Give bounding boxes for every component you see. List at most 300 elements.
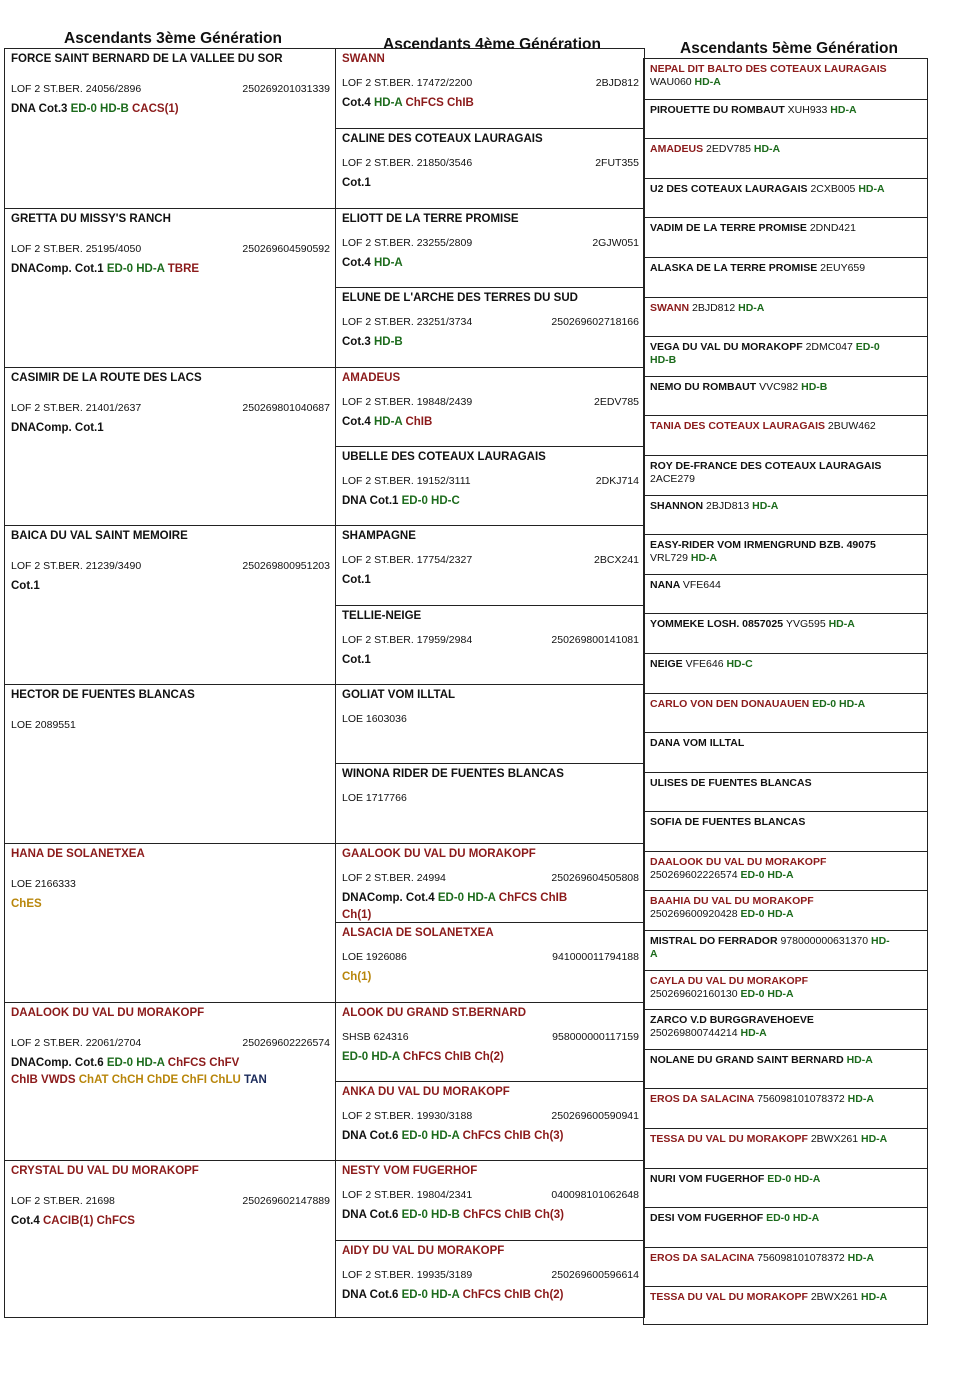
title-segment: ChFCS ChIB: [405, 97, 474, 109]
gen5-segment: U2 DES COTEAUX LAURAGAIS: [650, 182, 811, 195]
registration-number: LOE 1926086: [342, 951, 407, 964]
gen5-text: [650, 1212, 897, 1225]
dog-name: SWANN: [342, 53, 385, 65]
dog-name: HANA DE SOLANETXEA: [11, 847, 145, 860]
registration-number: LOF 2 ST.BER. 19930/3188: [342, 1109, 473, 1122]
gen5-text: [650, 816, 897, 829]
registration-number: LOF 2 ST.BER. 23255/2809: [342, 236, 473, 249]
registration-number: LOF 2 ST.BER. 21401/2637: [11, 401, 142, 414]
dog-name: CALINE DES COTEAUX LAURAGAIS: [342, 133, 543, 146]
gen5-segment: 2EDV785: [706, 143, 754, 156]
gen5-entry: [644, 415, 927, 455]
gen5-segment: NOLANE DU GRAND SAINT BERNARD: [650, 1053, 847, 1066]
title-segment: ED-0 HD-A: [106, 1056, 168, 1069]
gen5-segment: ED-0 HD-A: [740, 908, 794, 921]
gen5-entry: [644, 1049, 927, 1089]
gen5-segment: ED-0 HD-A: [740, 987, 794, 1000]
gen5-entry: [644, 1286, 927, 1326]
gen5-text: [650, 1173, 897, 1186]
registration-number: LOE 2166333: [11, 877, 76, 890]
gen5-entry: [644, 217, 927, 257]
title-segment: TAN: [243, 1073, 267, 1086]
registration-number: LOF 2 ST.BER. 25195/4050: [11, 242, 142, 255]
gen4-entry: [336, 1081, 644, 1160]
gen5-segment: AMADEUS: [650, 143, 707, 156]
gen3-entry: [5, 367, 335, 526]
registration-number: LOF 2 ST.BER. 17959/2984: [342, 633, 473, 646]
title-segment: DNA Cot.3: [11, 103, 71, 115]
titles-line: [342, 95, 474, 112]
registration-number: LOF 2 ST.BER. 24056/2896: [11, 83, 142, 95]
titles-line: [342, 907, 371, 922]
gen5-segment: HD-A: [828, 618, 855, 631]
titles-line: [342, 1049, 504, 1066]
gen5-segment: 2BUW462: [827, 420, 876, 433]
gen5-segment: 2BWX261: [810, 1291, 862, 1304]
gen5-segment: HD-A: [847, 1251, 874, 1264]
gen5-text: [650, 381, 897, 394]
title-segment: ChIB VWDS: [11, 1073, 79, 1086]
title-segment: Cot.3: [342, 336, 374, 349]
title-segment: DNA Cot.1: [342, 494, 402, 507]
dog-name: CRYSTAL DU VAL DU MORAKOPF: [11, 1165, 199, 1178]
gen5-segment: MISTRAL DO FERRADOR: [650, 935, 781, 948]
gen5-segment: NANA: [650, 578, 683, 591]
gen5-segment: ZARCO V.D BURGGRAVEHOEVE: [650, 1014, 814, 1027]
chip-number: 250269600596614: [551, 1268, 639, 1281]
title-segment: DNA Cot.6: [342, 1288, 402, 1301]
gen5-text: [650, 104, 897, 117]
gen3-entry: [5, 1160, 335, 1319]
gen5-segment: HD-A: [858, 182, 885, 195]
gen3-entry: [5, 525, 335, 684]
title-segment: ChFCS ChFV: [167, 1056, 240, 1069]
gen4-entry: [336, 763, 644, 842]
title-segment: Cot.4: [11, 1215, 43, 1228]
gen4-entry: [336, 208, 644, 287]
gen5-text: [650, 777, 897, 790]
chip-number: 250269604505808: [551, 871, 639, 884]
gen5-segment: 756098101078372: [757, 1093, 848, 1106]
gen5-text: [650, 1252, 897, 1265]
titles-line: [11, 578, 40, 595]
gen5-segment: 250269602160130: [650, 987, 741, 1000]
gen5-entry: [644, 930, 927, 970]
gen5-entry: [644, 455, 927, 495]
gen5-segment: 250269800744214: [650, 1027, 741, 1040]
titles-line: [342, 334, 403, 351]
gen5-entry: [644, 376, 927, 416]
titles-line: [342, 493, 460, 510]
gen4-header: Ascendants 4ème Génération: [383, 36, 601, 53]
gen5-entry: [644, 1168, 927, 1208]
gen5-segment: BAAHIA DU VAL DU MORAKOPF: [650, 895, 814, 908]
gen5-text: [650, 698, 897, 711]
gen5-text: [650, 895, 897, 921]
dog-name: ANKA DU VAL DU MORAKOPF: [342, 1085, 510, 1098]
gen5-entry: [644, 534, 927, 574]
titles-line: [11, 1055, 239, 1072]
titles-line: [342, 890, 567, 907]
gen4-entry: [336, 922, 644, 1001]
gen5-segment: DANA VOM ILLTAL: [650, 737, 745, 750]
gen5-segment: PIROUETTE DU ROMBAUT: [650, 103, 788, 116]
titles-line: [11, 420, 104, 437]
gen5-segment: VFE644: [682, 578, 721, 591]
gen5-entry: [644, 297, 927, 337]
chip-number: 941000011794188: [552, 951, 639, 964]
registration-number: LOE 2089551: [11, 719, 76, 731]
gen5-text: [650, 460, 897, 486]
gen3-entry: [5, 49, 335, 208]
gen5-segment: HD-A: [830, 103, 857, 116]
gen5-segment: 756098101078372: [757, 1251, 848, 1264]
gen5-segment: EROS DA SALACINA: [650, 1251, 758, 1264]
title-segment: Cot.4: [342, 97, 374, 109]
gen5-entry: [644, 1088, 927, 1128]
gen3-entry: [5, 1002, 335, 1161]
gen3-entry: [5, 843, 335, 1002]
gen5-entry: [644, 257, 927, 297]
registration-number: LOF 2 ST.BER. 23251/3734: [342, 316, 473, 329]
gen5-segment: TESSA DU VAL DU MORAKOPF: [650, 1291, 811, 1304]
title-segment: ChFCS ChIB Ch(3): [462, 1129, 564, 1142]
gen5-segment: DAALOOK DU VAL DU MORAKOPF: [650, 855, 827, 868]
gen5-segment: DESI VOM FUGERHOF: [650, 1212, 767, 1225]
gen5-text: [650, 420, 897, 433]
registration-number: LOF 2 ST.BER. 24994: [342, 871, 446, 884]
gen5-text: [650, 500, 897, 513]
gen5-segment: VVC982: [759, 380, 802, 393]
dog-name: ELUNE DE L'ARCHE DES TERRES DU SUD: [342, 292, 578, 305]
title-segment: DNAComp. Cot.1: [11, 421, 104, 434]
gen5-segment: SHANNON: [650, 499, 707, 512]
titles-line: [11, 896, 42, 913]
gen5-text: [650, 63, 897, 89]
titles-line: [11, 101, 179, 118]
chip-number: 958000000117159: [552, 1030, 639, 1043]
gen4-entry: [336, 446, 644, 525]
title-segment: ChES: [11, 897, 42, 910]
gen5-segment: SOFIA DE FUENTES BLANCAS: [650, 816, 806, 829]
gen5-segment: XUH933: [787, 103, 831, 116]
title-segment: ED-0 HD-C: [401, 494, 460, 507]
gen5-entry: [644, 613, 927, 653]
dog-name: FORCE SAINT BERNARD DE LA VALLEE DU SOR: [11, 53, 283, 65]
chip-number: 250269800951203: [242, 560, 330, 573]
gen3-entry: [5, 684, 335, 843]
gen5-entry: [644, 732, 927, 772]
registration-number: LOE 1603036: [342, 713, 407, 725]
title-segment: Cot.1: [342, 653, 371, 666]
gen5-entry: [644, 772, 927, 812]
chip-number: 250269602147889: [242, 1195, 330, 1208]
registration-number: SHSB 624316: [342, 1030, 409, 1043]
gen5-segment: 978000000631370: [780, 935, 871, 948]
gen5-segment: SWANN: [650, 301, 692, 314]
gen5-segment: 2BWX261: [810, 1133, 862, 1146]
gen5-segment: 2BJD813: [706, 499, 753, 512]
gen5-segment: ED-0 HD-A: [812, 697, 866, 710]
gen5-segment: YOMMEKE LOSH. 0857025: [650, 618, 786, 631]
gen5-column: [643, 58, 928, 1325]
dog-name: HECTOR DE FUENTES BLANCAS: [11, 689, 195, 701]
gen3-entry: [5, 208, 335, 367]
gen5-segment: HD-A: [694, 76, 721, 88]
gen5-segment: HD-A: [861, 1291, 888, 1304]
gen5-text: [650, 935, 897, 961]
titles-line: [342, 1207, 564, 1224]
gen4-entry: [336, 287, 644, 366]
registration-number: LOF 2 ST.BER. 22061/2704: [11, 1036, 142, 1049]
gen5-segment: HD-C: [726, 657, 753, 670]
gen5-segment: HD-A: [861, 1133, 888, 1146]
gen4-entry: [336, 49, 644, 128]
title-segment: ChFCS ChIB Ch(3): [462, 1209, 564, 1222]
title-segment: DNAComp. Cot.1: [11, 262, 107, 275]
gen5-segment: 2DND421: [809, 222, 856, 235]
chip-number: 040098101062648: [551, 1189, 639, 1202]
gen5-text: [650, 618, 897, 631]
dog-name: GOLIAT VOM ILLTAL: [342, 689, 456, 701]
gen5-segment: ED-0 HD-A: [767, 1172, 821, 1185]
gen5-text: [650, 856, 897, 882]
gen5-entry: [644, 336, 927, 376]
title-segment: ED-0 HD-A: [401, 1288, 463, 1301]
title-segment: HD-A: [373, 256, 403, 269]
gen5-segment: EROS DA SALACINA: [650, 1093, 758, 1106]
registration-number: LOF 2 ST.BER. 19152/3111: [342, 474, 471, 487]
gen5-text: [650, 1133, 897, 1146]
gen5-segment: 2DMC047: [805, 341, 856, 354]
dog-name: TELLIE-NEIGE: [342, 609, 422, 622]
gen5-text: [650, 539, 897, 565]
gen5-segment: 2ACE279: [650, 472, 695, 485]
gen5-entry: [644, 811, 927, 851]
title-segment: Cot.4: [342, 256, 374, 269]
title-segment: ChIB: [405, 415, 433, 428]
gen5-text: [650, 341, 897, 367]
gen4-entry: [336, 128, 644, 207]
gen5-segment: ALASKA DE LA TERRE PROMISE: [650, 261, 821, 274]
gen5-segment: ED-0 HD-A: [766, 1212, 820, 1225]
title-segment: ED-0 HD-A: [342, 1050, 403, 1063]
chip-number: 250269602226574: [242, 1036, 330, 1049]
registration-number: LOF 2 ST.BER. 19935/3189: [342, 1268, 473, 1281]
gen5-segment: VRL729: [650, 552, 691, 565]
gen5-segment: ULISES DE FUENTES BLANCAS: [650, 776, 812, 789]
titles-line: [11, 1072, 267, 1089]
gen4-entry: [336, 843, 644, 922]
chip-number: 250269600590941: [551, 1109, 639, 1122]
dog-name: WINONA RIDER DE FUENTES BLANCAS: [342, 768, 564, 781]
gen5-segment: VADIM DE LA TERRE PROMISE: [650, 222, 810, 235]
gen5-entry: [644, 138, 927, 178]
gen5-segment: NEMO DU ROMBAUT: [650, 380, 760, 393]
title-segment: ChFCS ChIB: [498, 891, 568, 904]
title-segment: Cot.4: [342, 415, 374, 428]
gen4-entry: [336, 1240, 644, 1319]
title-segment: ED-0 HD-A: [106, 262, 168, 275]
title-segment: DNA Cot.6: [342, 1209, 402, 1222]
gen5-entry: [644, 1128, 927, 1168]
gen5-segment: HD-A: [847, 1093, 874, 1106]
gen5-segment: CARLO VON DEN DONAUAUEN: [650, 697, 813, 710]
chip-number: 250269602718166: [551, 316, 639, 329]
gen5-segment: ED-0 HD-B: [650, 341, 880, 367]
gen5-entry: [644, 970, 927, 1010]
title-segment: CACS(1): [131, 103, 179, 115]
gen3-column: [4, 48, 336, 1318]
gen5-text: [650, 1054, 897, 1067]
chip-number: 2DKJ714: [595, 474, 639, 487]
chip-number: 2FUT355: [595, 157, 639, 170]
gen5-segment: 250269600920428: [650, 908, 741, 921]
gen5-segment: TESSA DU VAL DU MORAKOPF: [650, 1133, 811, 1146]
gen5-entry: [644, 1009, 927, 1049]
title-segment: TBRE: [167, 262, 200, 275]
title-segment: ChFCS ChIB Ch(2): [462, 1288, 564, 1301]
dog-name: AIDY DU VAL DU MORAKOPF: [342, 1244, 505, 1257]
gen5-segment: 2EUY659: [820, 261, 866, 274]
titles-line: [11, 1213, 135, 1230]
title-segment: DNAComp. Cot.6: [11, 1056, 107, 1069]
title-segment: ED-0 HD-B: [70, 103, 132, 115]
registration-number: LOF 2 ST.BER. 19848/2439: [342, 395, 473, 408]
gen5-text: [650, 658, 897, 671]
gen5-text: [650, 579, 897, 592]
gen3-header: Ascendants 3ème Génération: [64, 30, 282, 47]
title-segment: HD-A: [373, 415, 406, 428]
registration-number: LOE 1717766: [342, 792, 407, 805]
gen5-text: [650, 1014, 897, 1040]
gen5-segment: HD-A: [753, 143, 781, 156]
gen5-text: [650, 1093, 897, 1106]
gen4-entry: [336, 1002, 644, 1081]
dog-name: ELIOTT DE LA TERRE PROMISE: [342, 212, 519, 225]
titles-line: [342, 1128, 564, 1145]
gen4-entry: [336, 1160, 644, 1239]
gen5-segment: HD-A: [740, 1027, 767, 1040]
gen5-segment: HD-A: [846, 1053, 873, 1066]
gen5-entry: [644, 574, 927, 614]
registration-number: LOF 2 ST.BER. 17754/2327: [342, 554, 473, 567]
titles-line: [342, 1287, 564, 1304]
gen4-column: [335, 48, 645, 1318]
gen5-segment: 250269602226574: [650, 868, 741, 881]
gen5-entry: [644, 495, 927, 535]
titles-line: [342, 175, 371, 192]
chip-number: 250269800141081: [551, 633, 639, 646]
registration-number: LOF 2 ST.BER. 21239/3490: [11, 560, 142, 573]
title-segment: ChFCS ChIB Ch(2): [402, 1050, 504, 1063]
gen5-text: [650, 302, 897, 315]
title-segment: HD-A: [373, 97, 406, 109]
gen5-segment: TANIA DES COTEAUX LAURAGAIS: [650, 420, 828, 433]
chip-number: 2GJW051: [592, 236, 639, 249]
dog-name: AMADEUS: [342, 371, 401, 384]
dog-name: NESTY VOM FUGERHOF: [342, 1165, 478, 1178]
gen5-segment: ED-0 HD-A: [740, 868, 794, 881]
title-segment: Cot.1: [11, 580, 40, 593]
title-segment: ED-0 HD-A: [437, 891, 499, 904]
gen5-segment: EASY-RIDER VOM IRMENGRUND BZB. 49075: [650, 539, 876, 552]
titles-line: [11, 261, 199, 278]
title-segment: HD-B: [373, 336, 403, 349]
gen5-entry: [644, 178, 927, 218]
gen5-header: Ascendants 5ème Génération: [680, 40, 898, 57]
title-segment: ChAT ChCH ChDE ChFI ChLU: [78, 1073, 244, 1086]
gen5-segment: NEPAL DIT BALTO DES COTEAUX LAURAGAIS: [650, 63, 887, 75]
gen5-text: [650, 737, 897, 750]
gen5-segment: NURI VOM FUGERHOF: [650, 1172, 768, 1185]
gen5-text: [650, 222, 897, 235]
gen5-segment: VFE646: [685, 657, 727, 670]
gen5-segment: VEGA DU VAL DU MORAKOPF: [650, 341, 806, 354]
gen5-entry: [644, 851, 927, 891]
gen5-segment: HD-A: [690, 552, 718, 565]
title-segment: Cot.1: [342, 574, 371, 587]
dog-name: BAICA DU VAL SAINT MEMOIRE: [11, 530, 188, 543]
gen5-segment: WAU060: [650, 76, 695, 88]
gen5-segment: 2BJD812: [692, 301, 739, 314]
gen4-entry: [336, 684, 644, 763]
gen5-segment: ROY DE-FRANCE DES COTEAUX LAURAGAIS: [650, 459, 882, 472]
dog-name: GAALOOK DU VAL DU MORAKOPF: [342, 847, 536, 860]
title-segment: ED-0 HD-B: [401, 1209, 463, 1222]
gen5-segment: HD-A: [738, 301, 765, 314]
gen4-entry: [336, 605, 644, 684]
chip-number: 250269201031339: [242, 83, 330, 95]
titles-line: [342, 255, 403, 272]
registration-number: LOF 2 ST.BER. 19804/2341: [342, 1189, 473, 1202]
gen5-text: [650, 143, 897, 156]
gen5-segment: NEIGE: [650, 657, 686, 670]
chip-number: 2EDV785: [594, 395, 639, 408]
gen5-entry: [644, 890, 927, 930]
chip-number: 2BCX241: [594, 554, 639, 567]
gen5-text: [650, 262, 897, 275]
gen5-text: [650, 1291, 897, 1304]
gen5-entry: [644, 1207, 927, 1247]
dog-name: UBELLE DES COTEAUX LAURAGAIS: [342, 450, 546, 463]
titles-line: [342, 969, 371, 986]
registration-number: LOF 2 ST.BER. 17472/2200: [342, 77, 473, 89]
gen5-entry: [644, 653, 927, 693]
title-segment: DNAComp. Cot.4: [342, 891, 438, 904]
dog-name: SHAMPAGNE: [342, 530, 416, 543]
chip-number: 250269801040687: [242, 401, 330, 414]
title-segment: Cot.1: [342, 177, 371, 190]
gen5-segment: 2CXB005: [810, 182, 859, 195]
titles-line: [342, 652, 371, 669]
gen5-entry: [644, 99, 927, 139]
title-segment: ED-0 HD-A: [401, 1129, 463, 1142]
gen5-entry: [644, 693, 927, 733]
gen5-entry: [644, 1247, 927, 1287]
gen4-entry: [336, 367, 644, 446]
title-segment: Ch(1): [342, 908, 372, 921]
gen5-text: [650, 183, 897, 196]
gen4-entry: [336, 525, 644, 604]
title-segment: CACIB(1) ChFCS: [42, 1215, 135, 1228]
gen5-segment: HD-A: [752, 499, 779, 512]
gen5-segment: CAYLA DU VAL DU MORAKOPF: [650, 974, 809, 987]
registration-number: LOF 2 ST.BER. 21698: [11, 1195, 115, 1208]
dog-name: GRETTA DU MISSY'S RANCH: [11, 212, 171, 225]
registration-number: LOF 2 ST.BER. 21850/3546: [342, 157, 473, 170]
title-segment: Ch(1): [342, 971, 372, 984]
